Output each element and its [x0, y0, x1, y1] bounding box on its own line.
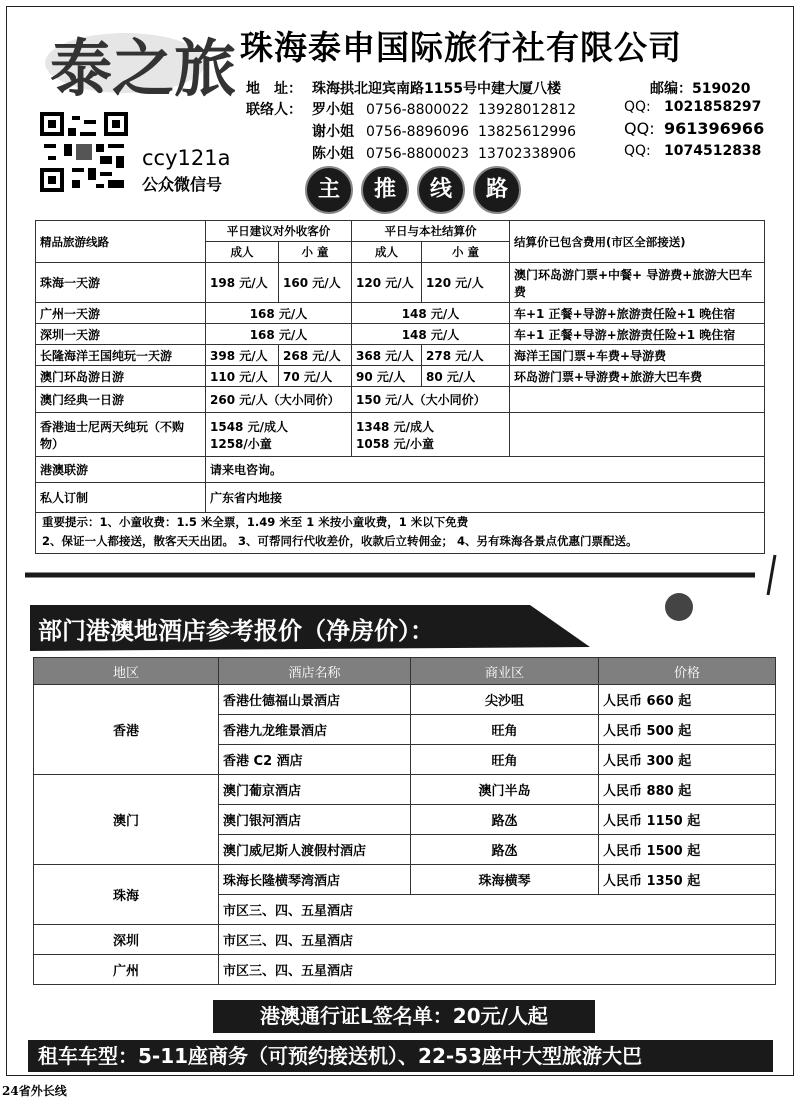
- page-footer: 24省外长线: [2, 1084, 67, 1098]
- hotels-table: [33, 657, 776, 985]
- col-header: 地区: [34, 658, 219, 685]
- col-header: 酒店名称: [219, 658, 411, 685]
- table-row: 珠海一天游 198 元/人 160 元/人 120 元/人 120 元/人 澳门环岛游门票+中餐+ 导游费+旅游大巴车费: [36, 263, 765, 303]
- table-row: 长隆海洋王国纯玩一天游 398 元/人 268 元/人 368 元/人 278 元/人 海洋王国门票+车费+导游费: [36, 345, 765, 366]
- contact-row: 罗小姐 0756-8800022 13928012812: [312, 102, 576, 118]
- adult-header: 成人: [206, 242, 279, 263]
- contact-row: 陈小姐 0756-8800023 13702338906: [312, 146, 576, 162]
- table-row: 香港九龙维景酒店 旺角 人民币 500 起: [34, 715, 776, 745]
- contacts-label: 联络人：: [246, 102, 302, 118]
- contact-row: 谢小姐 0756-8896096 13825612996: [312, 124, 576, 140]
- retail-header: 平日建议对外收客价: [206, 221, 352, 242]
- table-row: 澳门银河酒店 路氹 人民币 1150 起: [34, 805, 776, 835]
- title-char: 路: [473, 166, 521, 214]
- qq-number: QQ: 961396966: [624, 119, 765, 138]
- rental-banner: 租车车型：5-11座商务（可预约接送机）、22-53座中大型旅游大巴: [28, 1040, 773, 1072]
- adult-header: 成人: [352, 242, 422, 263]
- settle-header: 平日与本社结算价: [352, 221, 510, 242]
- table-row: 广州 市区三、四、五星酒店: [34, 955, 776, 985]
- routes-title: [305, 166, 520, 214]
- important-notes: 重要提示：1、小童收费：1.5 米全票，1.49 米至 1 米按小童收费，1 米以下免费 2、保证一人都接送，散客天天出团。 3、可帮同行代收差价，收款后立转佣金； 4、另有珠海各景点优惠门票配送。: [42, 515, 638, 548]
- table-row: 深圳一天游 168 元/人 148 元/人 车+1 正餐+导游+旅游责任险+1 晚住宿: [36, 324, 765, 345]
- table-row: 广州一天游 168 元/人 148 元/人 车+1 正餐+导游+旅游责任险+1 晚住宿: [36, 303, 765, 324]
- title-char: 主: [305, 166, 353, 214]
- postcode: 邮编：519020: [650, 81, 751, 97]
- table-row: 私人订制 广东省内地接: [36, 483, 765, 513]
- routes-table-title: 精品旅游线路: [36, 221, 206, 263]
- table-row: 港澳联游 请来电咨询。: [36, 457, 765, 483]
- table-row: 澳门威尼斯人渡假村酒店 路氹 人民币 1500 起: [34, 835, 776, 865]
- wechat-id: ccy121a: [142, 146, 231, 170]
- company-logo: [40, 18, 237, 105]
- decorative-dot: [665, 593, 693, 621]
- routes-table: [35, 220, 765, 513]
- company-name: 珠海泰申国际旅行社有限公司: [240, 28, 682, 67]
- table-row: 香港迪士尼两天纯玩（不购物） 1548 元/成人 1258/小童 1348 元/成人 1058 元/小童: [36, 413, 765, 457]
- title-char: 线: [417, 166, 465, 214]
- col-header: 商业区: [411, 658, 599, 685]
- table-row: 深圳 市区三、四、五星酒店: [34, 925, 776, 955]
- wechat-qr-code: [40, 112, 128, 192]
- address: 地 址： 珠海拱北迎宾南路1155号中建大厦八楼: [246, 81, 561, 97]
- wechat-label: 公众微信号: [142, 175, 223, 194]
- col-header: 价格: [599, 658, 776, 685]
- table-row: 香港 香港仕德福山景酒店 尖沙咀 人民币 660 起: [34, 685, 776, 715]
- child-header: 小 童: [422, 242, 510, 263]
- hotels-banner: 部门港澳地酒店参考报价（净房价）：: [38, 617, 434, 645]
- svg-text:泰之旅: 泰之旅: [50, 32, 237, 105]
- table-row: 香港 C2 酒店 旺角 人民币 300 起: [34, 745, 776, 775]
- table-row: 澳门环岛游日游 110 元/人 70 元/人 90 元/人 80 元/人 环岛游门票+导游费+旅游大巴车费: [36, 366, 765, 387]
- qq-number: QQ: 1021858297: [624, 99, 762, 115]
- qq-number: QQ: 1074512838: [624, 143, 762, 159]
- table-row: 珠海 珠海长隆横琴湾酒店 珠海横琴 人民币 1350 起: [34, 865, 776, 895]
- table-row: 澳门经典一日游 260 元/人（大小同价） 150 元/人（大小同价）: [36, 387, 765, 413]
- visa-banner: 港澳通行证L签名单：20元/人起: [213, 1000, 595, 1033]
- table-row: 澳门 澳门葡京酒店 澳门半岛 人民币 880 起: [34, 775, 776, 805]
- title-char: 推: [361, 166, 409, 214]
- child-header: 小 童: [279, 242, 352, 263]
- table-row: 市区三、四、五星酒店: [34, 895, 776, 925]
- includes-header: 结算价已包含费用(市区全部接送): [510, 221, 765, 263]
